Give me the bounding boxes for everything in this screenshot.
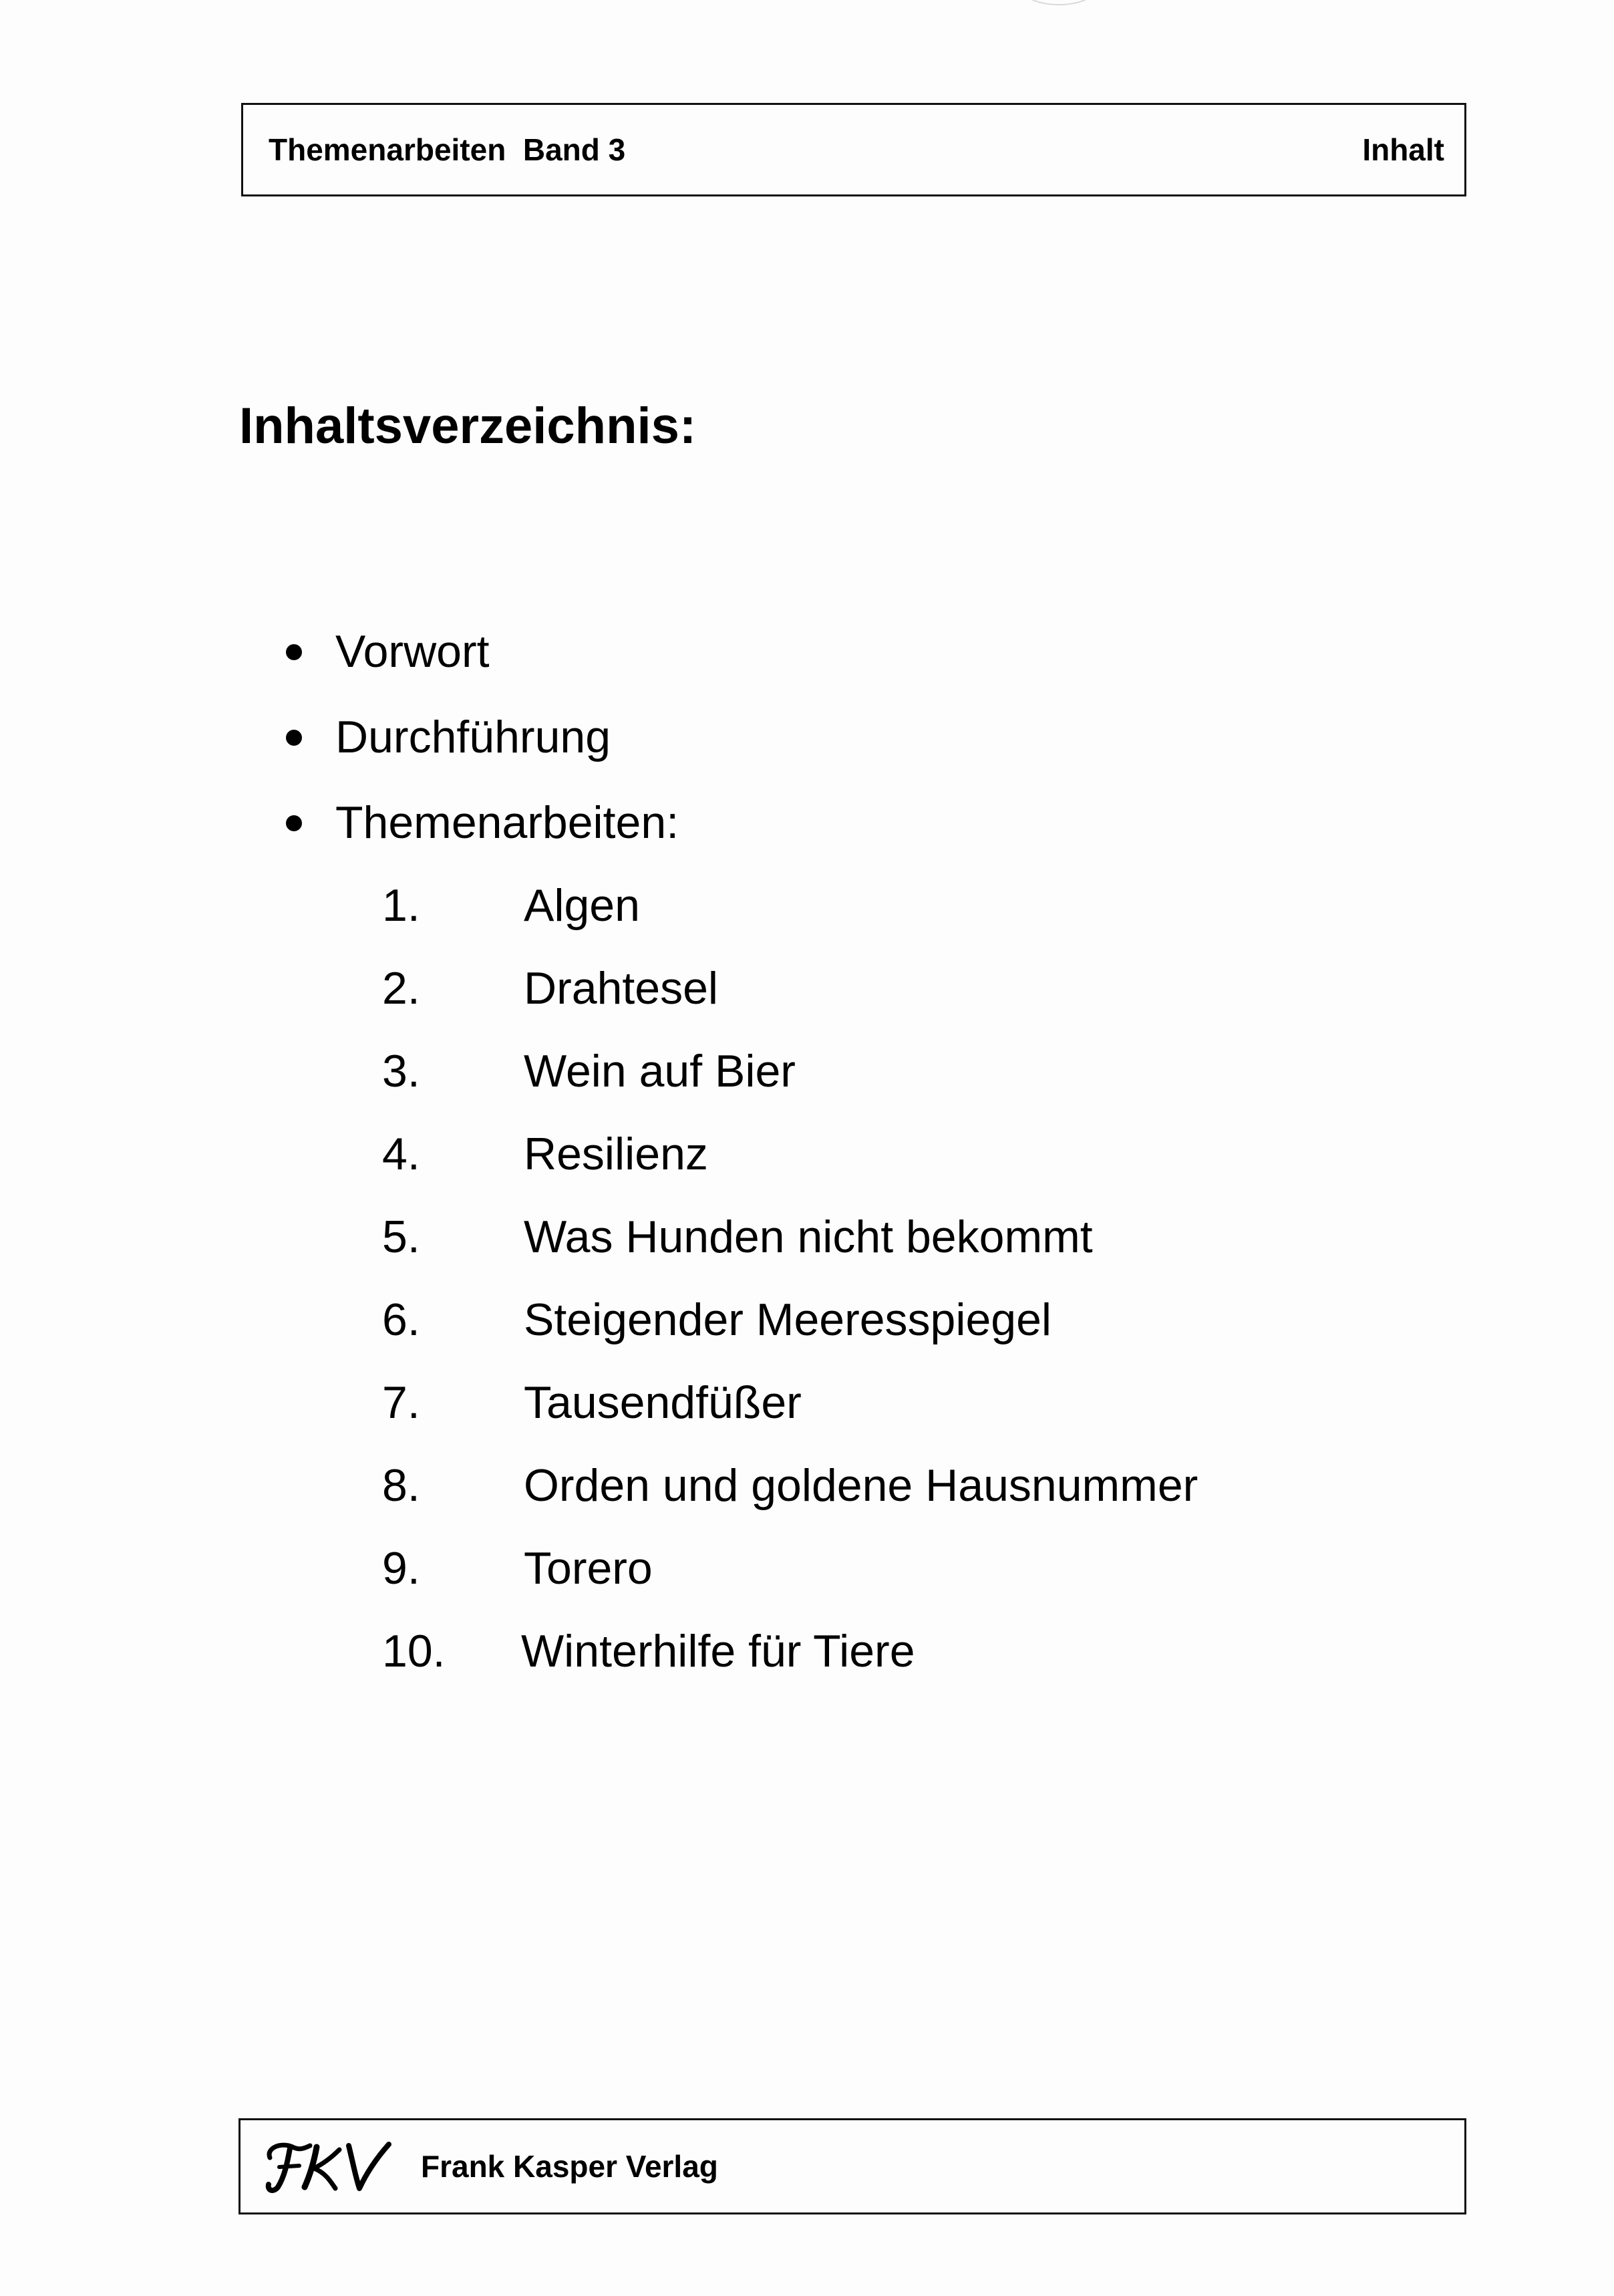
topic-number: 9.	[382, 1543, 420, 1594]
bullet-icon	[286, 644, 302, 660]
topic-title: Algen	[524, 880, 640, 931]
bullet-label: Themenarbeiten:	[335, 797, 679, 848]
topic-title: Was Hunden nicht bekommt	[524, 1211, 1093, 1262]
page-footer	[238, 2118, 1466, 2214]
topic-number: 5.	[382, 1211, 420, 1262]
topic-number: 8.	[382, 1460, 420, 1511]
page-header	[241, 103, 1466, 196]
header-section-label: Inhalt	[1362, 132, 1444, 167]
topic-title: Winterhilfe für Tiere	[521, 1626, 915, 1677]
topic-number: 7.	[382, 1377, 420, 1428]
topic-number: 2.	[382, 963, 420, 1014]
topic-number: 6.	[382, 1294, 420, 1345]
publisher-name: Frank Kasper Verlag	[421, 2149, 718, 2184]
topic-number: 4.	[382, 1129, 420, 1179]
topic-number: 3.	[382, 1046, 420, 1097]
bullet-label: Vorwort	[335, 626, 490, 677]
topic-title: Wein auf Bier	[524, 1046, 796, 1097]
topic-title: Tausendfüßer	[524, 1377, 802, 1428]
scan-mark	[1022, 0, 1096, 5]
publisher-logo-icon	[261, 2130, 394, 2203]
topic-title: Steigender Meeresspiegel	[524, 1294, 1052, 1345]
topic-number: 1.	[382, 880, 420, 931]
topic-title: Drahtesel	[524, 963, 719, 1014]
topic-title: Orden und goldene Hausnummer	[524, 1460, 1198, 1511]
topic-title: Torero	[524, 1543, 653, 1594]
page-title: Inhaltsverzeichnis:	[239, 398, 697, 454]
bullet-icon	[286, 730, 302, 746]
topic-title: Resilienz	[524, 1129, 708, 1179]
topic-number: 10.	[382, 1626, 446, 1677]
header-series-title: Themenarbeiten Band 3	[269, 132, 626, 167]
bullet-label: Durchführung	[335, 712, 611, 762]
bullet-icon	[286, 815, 302, 831]
